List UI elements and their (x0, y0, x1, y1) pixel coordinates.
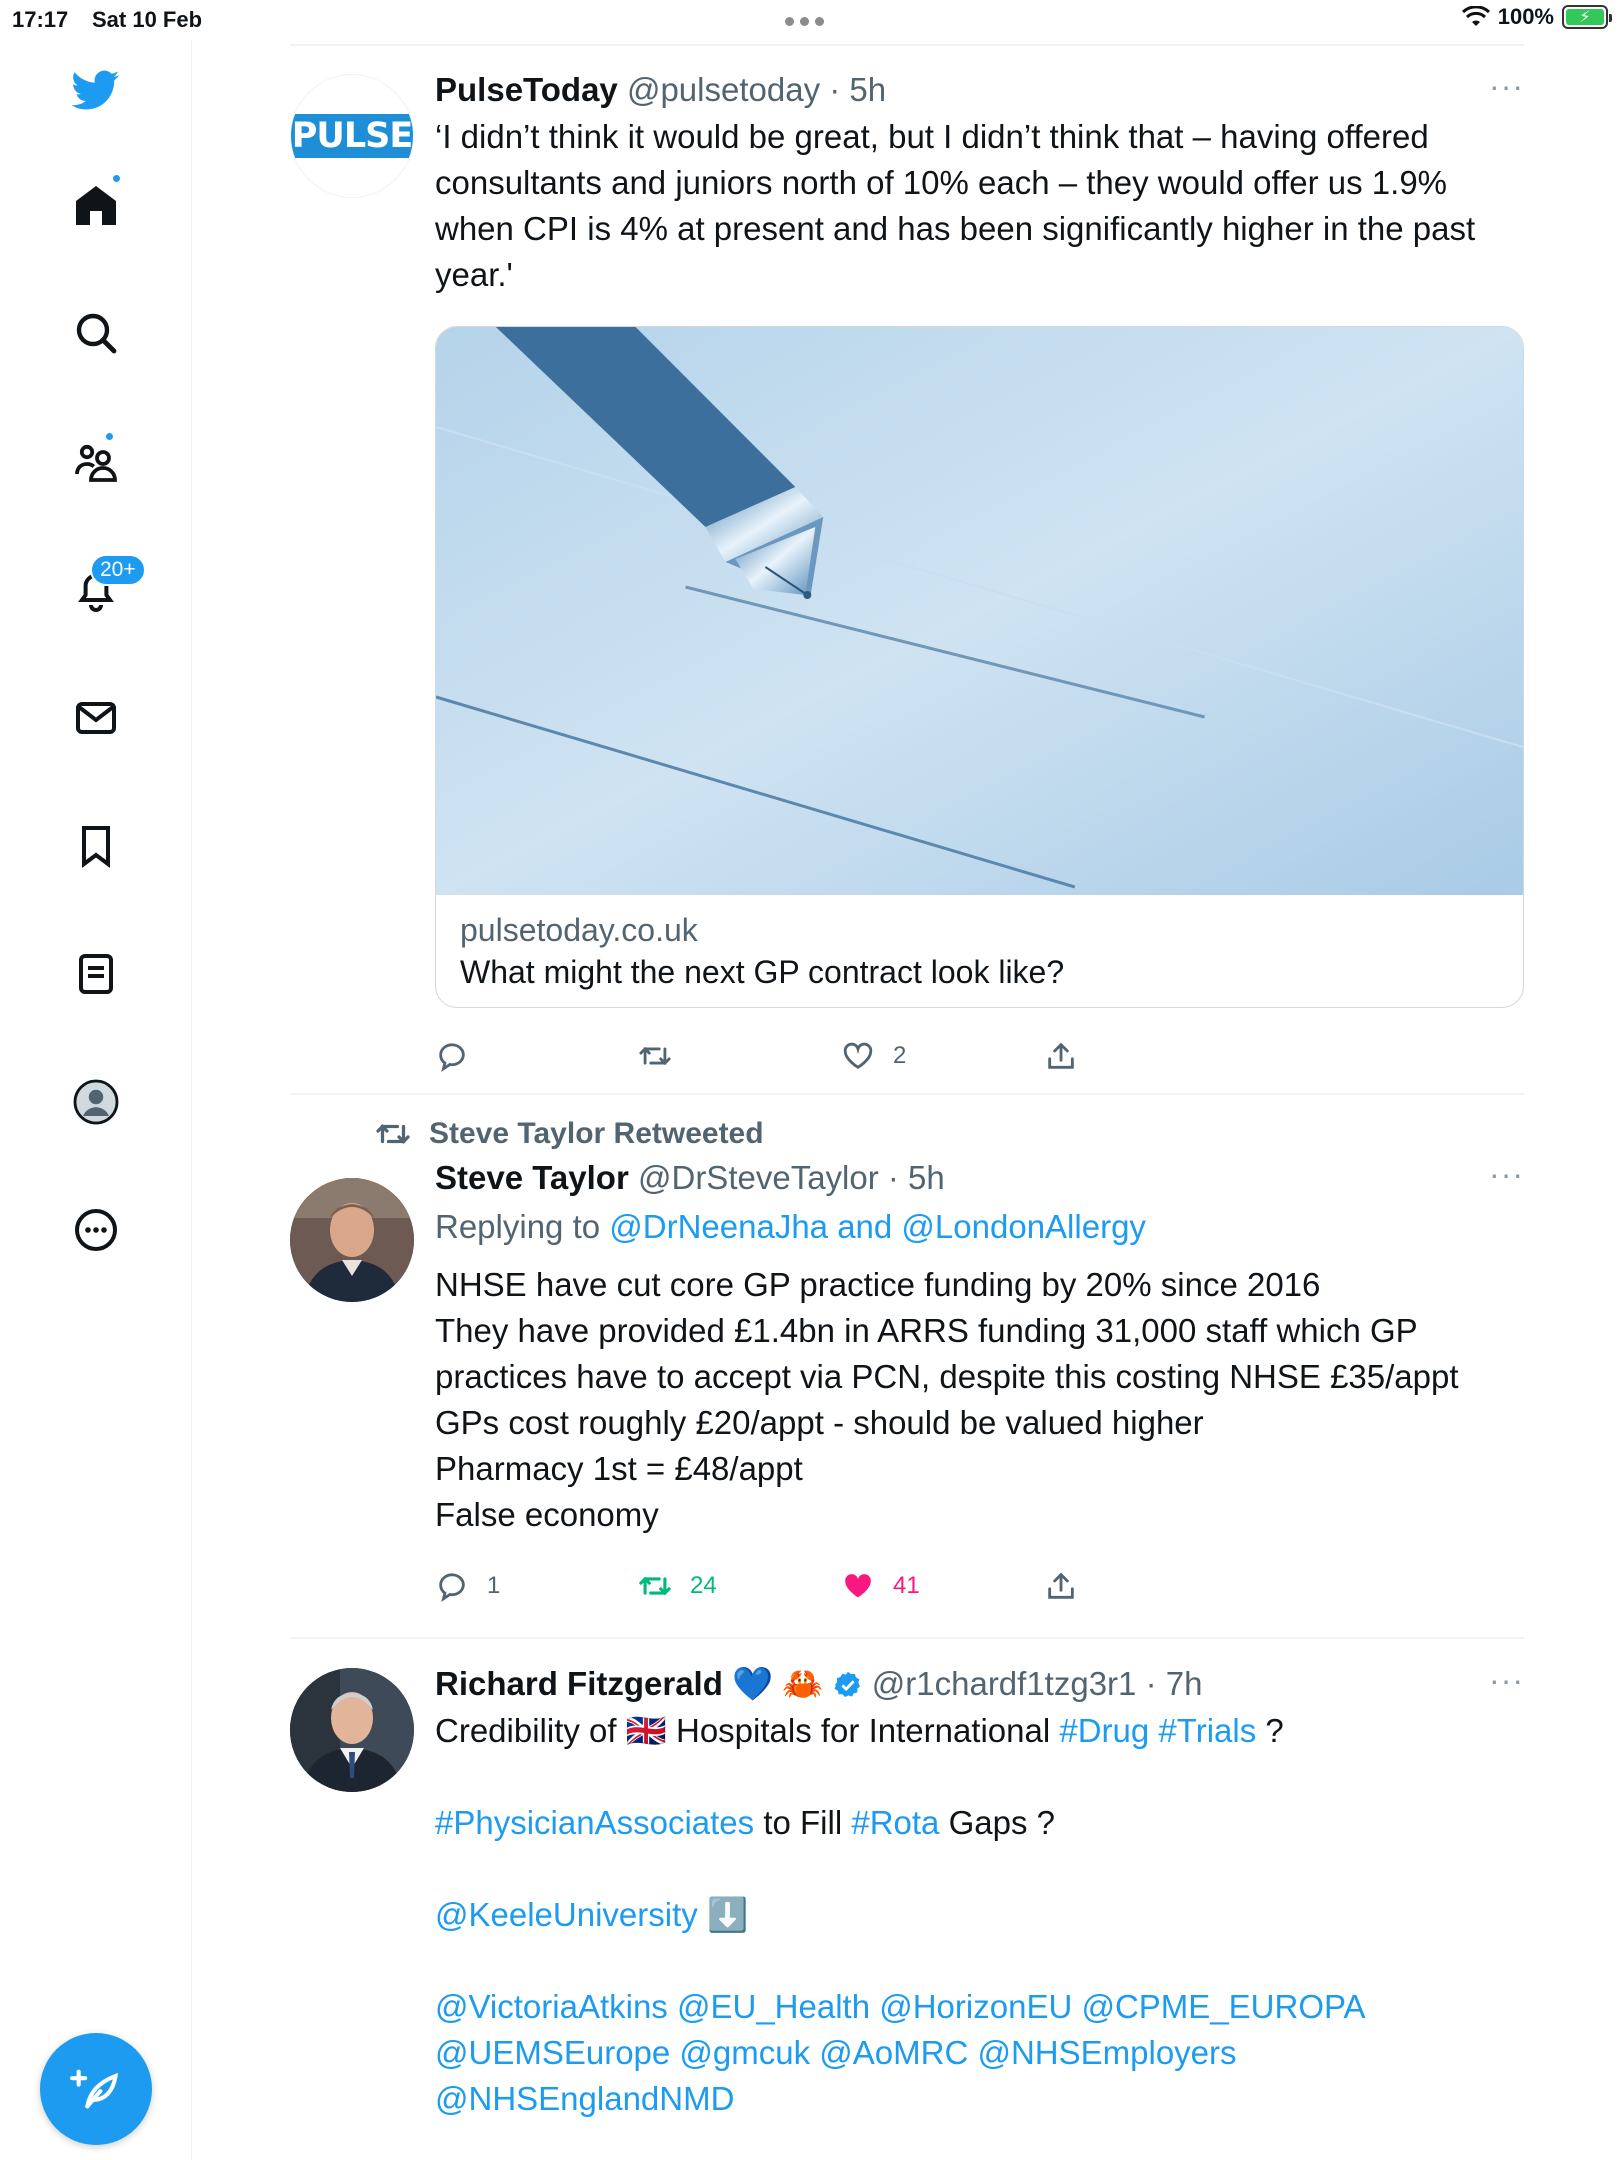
more-dots-icon[interactable]: ··· (1489, 1662, 1524, 1698)
reply-button[interactable] (435, 1569, 638, 1603)
tweet-line: NHSE have cut core GP practice funding by 20% since 2016 (435, 1266, 1321, 1303)
tweet-richard-fitzgerald[interactable] (290, 1638, 1524, 2158)
mentions-line[interactable]: @UEMSEurope @gmcuk @AoMRC @NHSEmployers (435, 2034, 1237, 2071)
status-bar (0, 0, 1620, 40)
retweet-icon (375, 1116, 411, 1152)
retweeted-by (290, 1112, 1524, 1156)
hashtag-link[interactable]: #Rota (851, 1804, 940, 1841)
tweet-header: PulseToday @pulsetoday · 5h (435, 71, 887, 108)
text-segment: Credibility of (435, 1712, 626, 1749)
timeline-feed[interactable] (290, 44, 1524, 2158)
tweet-text: ‘I didn’t think it would be great, but I didn’t think that – having offered consultants and juniors north of 10% each – they would offer us 1.9% when CPI is 4% at present and has been significantly higher in the past year.' (435, 118, 1476, 293)
heart-icon (841, 1039, 875, 1073)
like-button[interactable] (841, 1569, 1044, 1603)
more-dots-icon[interactable]: ··· (1489, 1156, 1524, 1192)
retweet-button[interactable] (638, 1039, 841, 1073)
communities-icon[interactable] (60, 426, 132, 498)
communities-unread-dot (104, 431, 115, 442)
card-image (436, 327, 1523, 895)
bell-icon[interactable] (60, 554, 136, 626)
battery-icon: ⚡ (1562, 5, 1608, 29)
home-unread-dot (111, 173, 122, 184)
divider (290, 1637, 1524, 1639)
retweeted-by-label[interactable]: Steve Taylor Retweeted (429, 1117, 764, 1150)
avatar-photo (290, 1668, 414, 1792)
text-segment: ? (1256, 1712, 1284, 1749)
divider (290, 1093, 1524, 1095)
replying-prefix: Replying to (435, 1208, 610, 1245)
twitter-bird-icon[interactable] (60, 54, 132, 126)
like-count: 41 (893, 1572, 920, 1599)
author-handle[interactable]: @r1chardf1tzg3r1 (871, 1665, 1137, 1702)
reply-icon (435, 1039, 469, 1073)
reply-button[interactable] (435, 1039, 638, 1073)
tweet-line (435, 1708, 1524, 1754)
share-button[interactable] (1044, 1039, 1247, 1073)
tweet-steve-taylor[interactable] (290, 1094, 1524, 1638)
tweet-text (435, 1708, 1524, 2122)
heart-icon (841, 1569, 875, 1603)
tweet-time[interactable]: 5h (908, 1159, 945, 1196)
author-handle[interactable]: @DrSteveTaylor (637, 1159, 879, 1196)
more-circle-icon[interactable] (60, 1194, 132, 1266)
avatar[interactable] (290, 1178, 414, 1302)
replying-to (435, 1204, 1524, 1250)
home-icon[interactable] (60, 169, 132, 241)
notifications-badge: 20+ (90, 554, 146, 586)
text-segment: to Fill (754, 1804, 852, 1841)
more-dots-icon[interactable]: ··· (1489, 68, 1524, 104)
tweet-actions (435, 1016, 1524, 1096)
mention-link[interactable]: @KeeleUniversity (435, 1896, 698, 1933)
tweet-time[interactable]: 7h (1165, 1665, 1203, 1702)
avatar-photo (290, 1178, 414, 1302)
tweet-line: Pharmacy 1st = £48/appt (435, 1450, 803, 1487)
down-arrow-emoji: ⬇️ (706, 1896, 749, 1933)
tweet-line: False economy (435, 1496, 659, 1533)
mail-icon[interactable] (60, 682, 132, 754)
tweet-line: GPs cost roughly £20/appt - should be valued higher (435, 1404, 1204, 1441)
reply-icon (435, 1569, 469, 1603)
tweet-line (435, 1892, 1524, 1938)
multitasking-dots-icon[interactable] (785, 17, 824, 26)
card-domain: pulsetoday.co.uk (460, 912, 698, 948)
link-card[interactable] (435, 326, 1524, 1008)
author-name[interactable]: Richard Fitzgerald (435, 1665, 723, 1702)
replying-to-mentions[interactable]: @DrNeenaJha and @LondonAllergy (609, 1208, 1146, 1245)
status-time: 17:17 (12, 7, 69, 32)
avatar[interactable] (290, 1668, 414, 1792)
tweet-text (435, 1262, 1524, 1538)
author-name[interactable]: PulseToday (435, 71, 618, 108)
pulse-logo: PULSE (290, 114, 414, 158)
card-title: What might the next GP contract look like? (460, 954, 1065, 990)
retweet-button[interactable] (638, 1569, 841, 1603)
text-segment: Hospitals for International (666, 1712, 1060, 1749)
tweet-header: Steve Taylor @DrSteveTaylor · 5h (435, 1159, 945, 1196)
status-date: Sat 10 Feb (92, 7, 203, 32)
tweet-actions (435, 1546, 1524, 1626)
bookmark-icon[interactable] (60, 810, 132, 882)
lists-icon[interactable] (60, 938, 132, 1010)
name-emoji: 💙 🦀 (732, 1665, 824, 1702)
uk-flag-emoji: 🇬🇧 (625, 1712, 667, 1749)
like-count: 2 (893, 1042, 907, 1069)
reply-count: 1 (487, 1572, 501, 1599)
share-icon (1044, 1039, 1078, 1073)
card-footer (436, 895, 1523, 1007)
tweet-line (435, 1800, 1524, 1846)
share-icon (1044, 1569, 1078, 1603)
retweet-icon (638, 1039, 672, 1073)
retweet-count: 24 (690, 1572, 717, 1599)
avatar[interactable] (290, 74, 414, 198)
search-icon[interactable] (60, 297, 132, 369)
share-button[interactable] (1044, 1569, 1247, 1603)
battery-percent: 100% (1497, 4, 1554, 29)
tweet-time[interactable]: 5h (849, 71, 887, 108)
compose-button[interactable] (40, 2033, 152, 2145)
verified-icon (833, 1670, 863, 1700)
retweet-icon (638, 1569, 672, 1603)
divider (290, 44, 1524, 46)
compose-icon (70, 2063, 122, 2115)
wifi-icon (1462, 6, 1490, 28)
tweet-pulsetoday[interactable] (290, 44, 1524, 1094)
tweet-header: Richard Fitzgerald 💙 🦀 @r1chardf1tzg3r1 · 7h (435, 1665, 1203, 1702)
status-right (1462, 4, 1608, 30)
author-name[interactable]: Steve Taylor (435, 1159, 629, 1196)
tweet-line: They have provided £1.4bn in ARRS funding 31,000 staff which GP practices have to accept via PCN, despite this costing NHSE £35/appt (435, 1312, 1459, 1395)
mentions-line[interactable]: @VictoriaAtkins @EU_Health @HorizonEU @CPME_EUROPA (435, 1988, 1366, 2025)
author-handle[interactable]: @pulsetoday (626, 71, 821, 108)
hashtag-link[interactable]: #PhysicianAssociates (435, 1804, 755, 1841)
profile-icon[interactable] (60, 1066, 132, 1138)
hashtag-link[interactable]: #Drug #Trials (1059, 1712, 1257, 1749)
sidebar-nav (0, 40, 192, 2160)
like-button[interactable] (841, 1039, 1044, 1073)
text-segment: Gaps ? (939, 1804, 1055, 1841)
mentions-line[interactable]: @NHSEnglandNMD (435, 2080, 735, 2117)
